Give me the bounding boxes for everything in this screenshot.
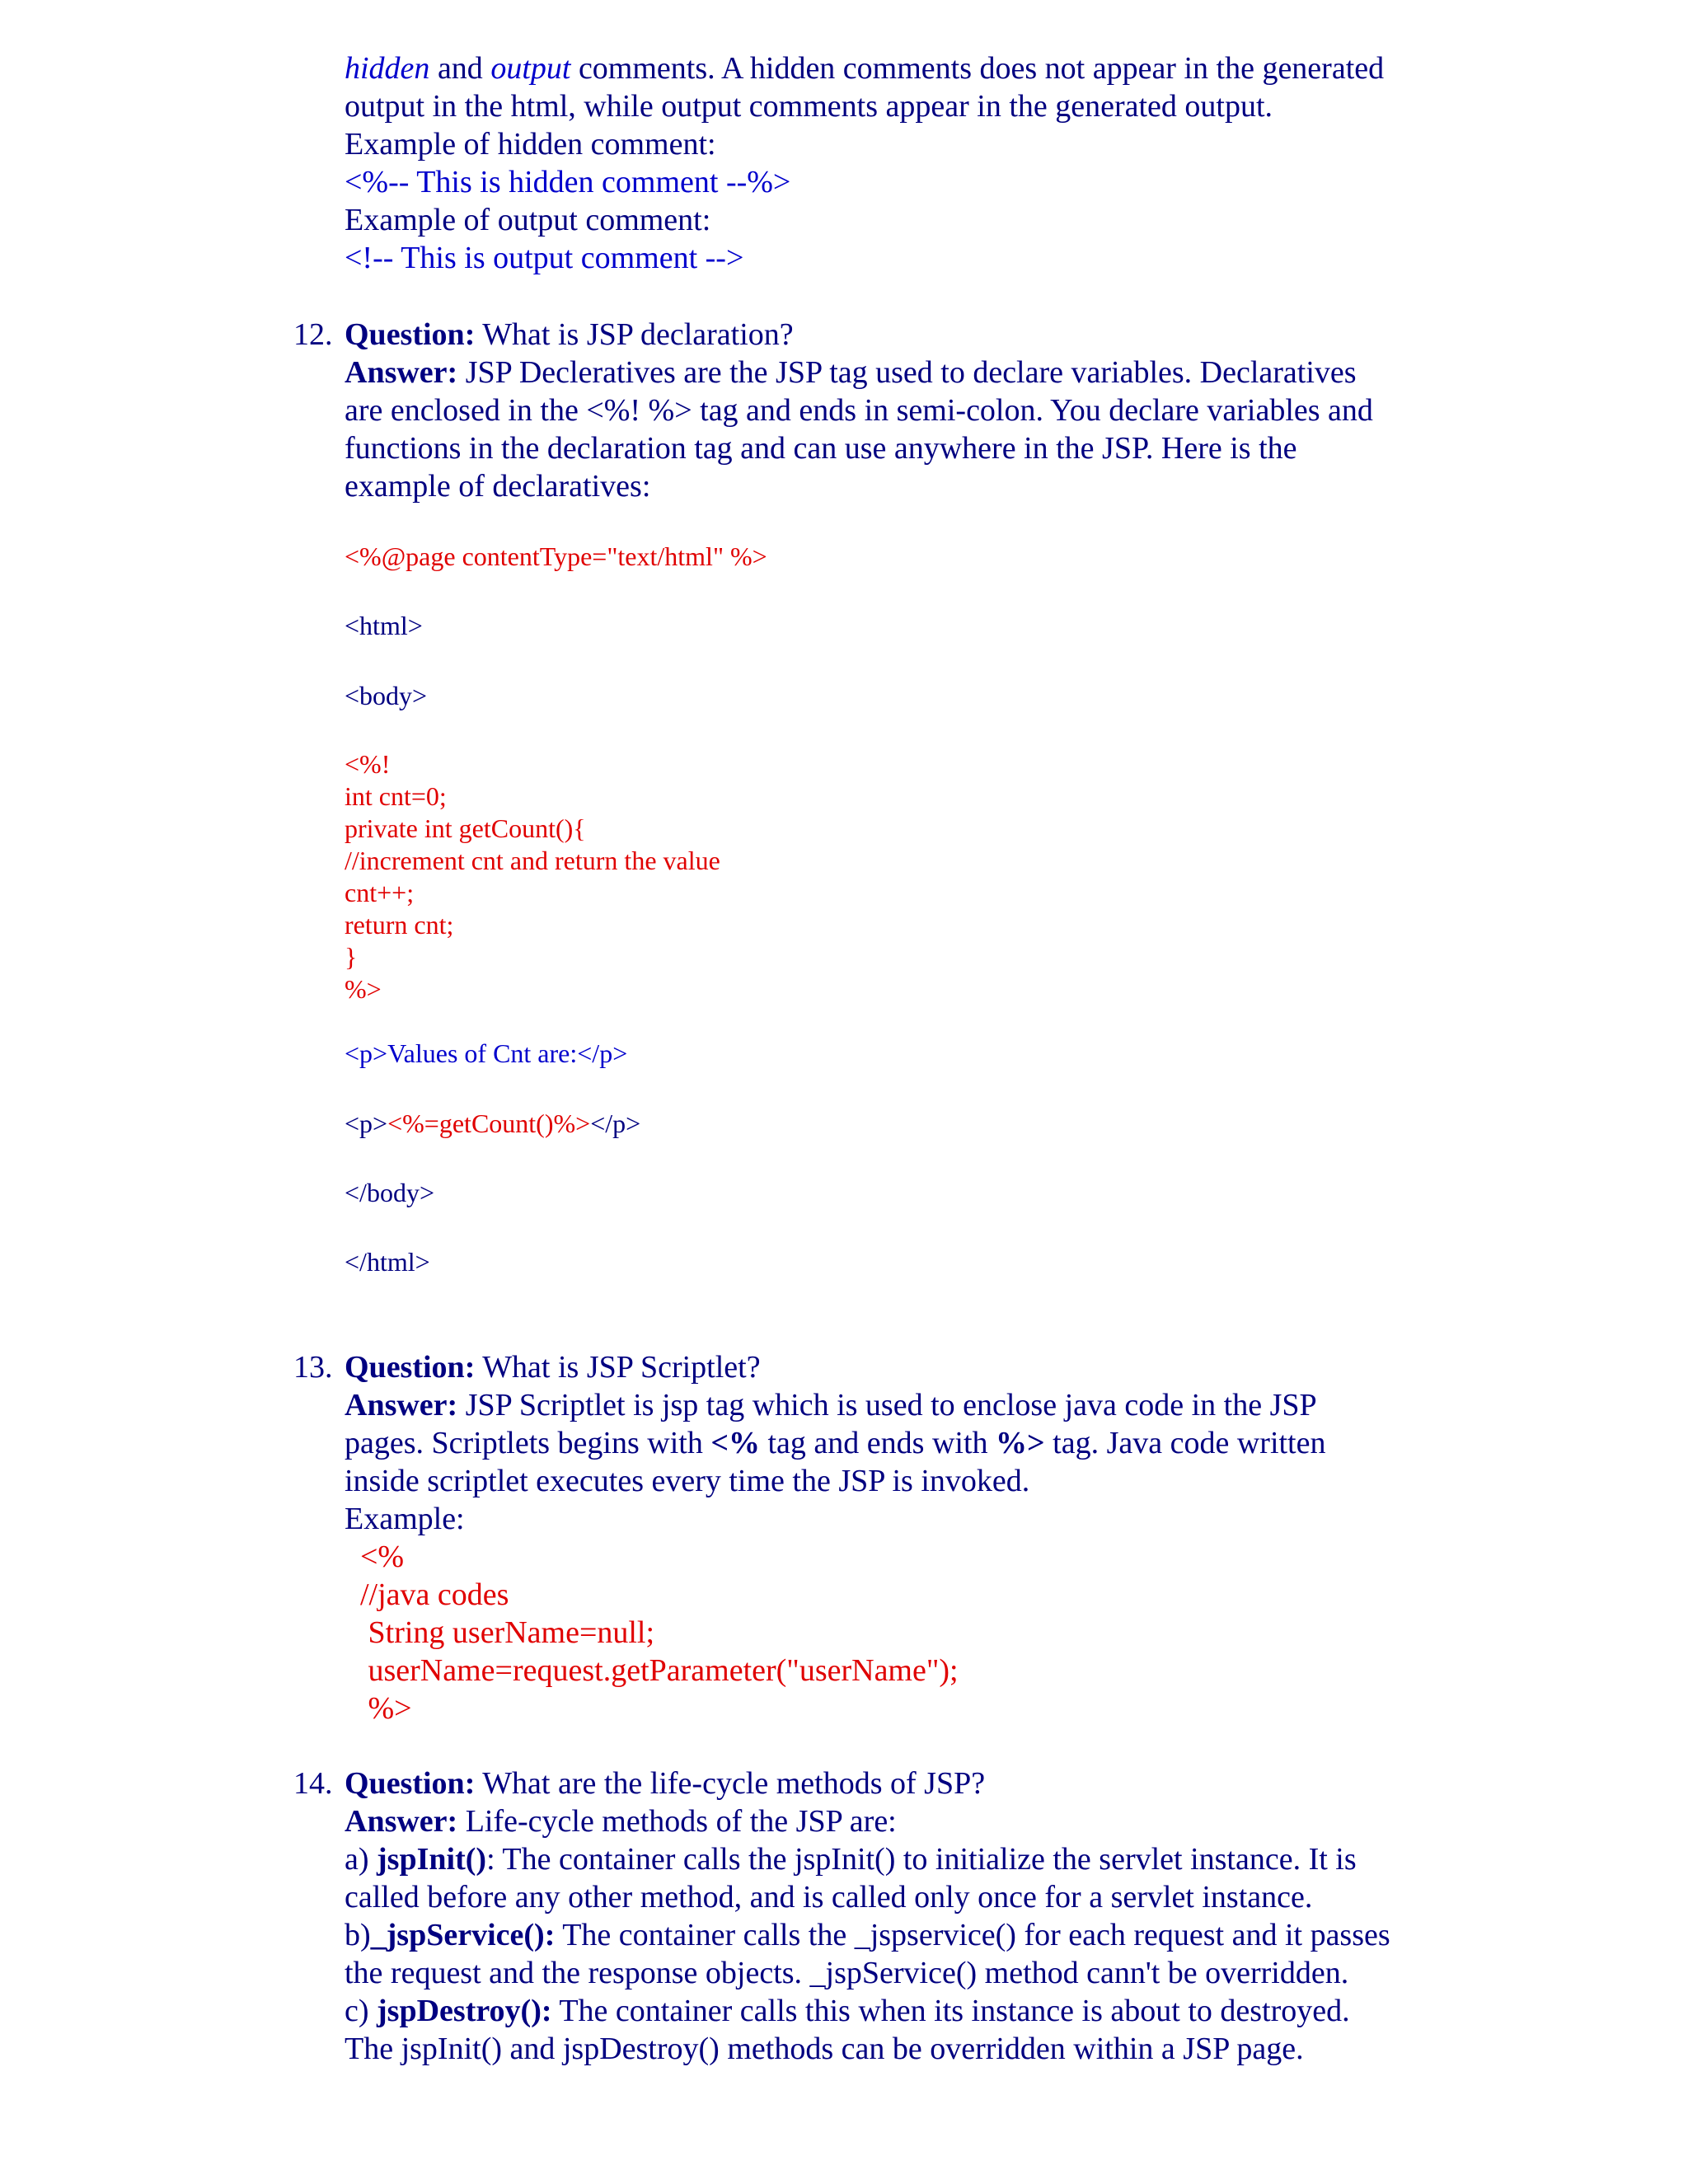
question-12 (293, 316, 1432, 505)
item-a-cont: called before any other method, and is called only once for a servlet instance. (345, 1880, 1313, 1915)
p-values: <p>Values of Cnt are:</p> (345, 1038, 628, 1068)
page-directive: <%@page contentType="text/html" %> (345, 541, 767, 571)
closing-line: The jspInit() and jspDestroy() methods can be overridden within a JSP page. (345, 2032, 1304, 2066)
item-prefix: b) (345, 1918, 371, 1952)
html-open: <html> (345, 611, 423, 640)
answer-label: Answer: (345, 1388, 458, 1422)
declaration-block (345, 748, 720, 1005)
code-line: %> (345, 1691, 412, 1726)
decl-line: private int getCount(){ (345, 813, 586, 843)
body-open: <body> (345, 681, 428, 710)
item-text: : The container calls the jspInit() to initialize the servlet instance. It is (486, 1842, 1357, 1877)
decl-line: int cnt=0; (345, 781, 447, 811)
item-text: The container calls this when its instance is about to destroyed. (559, 1994, 1350, 2028)
open-tag: <% (710, 1426, 760, 1460)
question-line (345, 1348, 1432, 1386)
method-name: jspInit() (377, 1842, 487, 1877)
item-b (345, 1916, 1432, 1954)
scriptlet-code (345, 1538, 1432, 1727)
answer-line-1 (345, 354, 1432, 391)
decl-line: cnt++; (345, 878, 415, 907)
intro-line-2: output in the html, while output comments appear in the generated output. (345, 89, 1273, 124)
output-word: output (490, 51, 571, 86)
intro-line-1 (345, 49, 1432, 87)
hidden-example: <%-- This is hidden comment --%> (345, 165, 791, 199)
decl-line: %> (345, 974, 382, 1004)
question-text: What is JSP declaration? (482, 317, 794, 352)
question-line (345, 1765, 1432, 1802)
answer-label: Answer: (345, 1804, 458, 1839)
method-name: jspDestroy(): (377, 1994, 552, 2028)
decl-line: return cnt; (345, 910, 454, 940)
code-line: String userName=null; (345, 1615, 655, 1650)
decl-line: <%! (345, 749, 391, 779)
item-b-cont: the request and the response objects. _jspService() method cann't be overridden. (345, 1956, 1349, 1990)
hidden-example-label: Example of hidden comment: (345, 127, 716, 162)
answer-text: JSP Scriptlet is jsp tag which is used to enclose java code in the JSP (465, 1388, 1317, 1422)
intro-section (345, 49, 1432, 277)
code-line: //java codes (345, 1577, 509, 1612)
answer-line-4: example of declaratives: (345, 469, 651, 504)
answer-line-2 (345, 1424, 1432, 1462)
output-example-label: Example of output comment: (345, 203, 711, 237)
code-line: <% (345, 1540, 405, 1574)
get-count-expr: <%=getCount()%> (387, 1108, 591, 1138)
hidden-word: hidden (345, 51, 430, 86)
answer-line-1 (345, 1802, 1432, 1840)
answer-text: Life-cycle methods of the JSP are: (465, 1804, 897, 1839)
p-open: <p> (345, 1108, 388, 1138)
answer-text: JSP Decleratives are the JSP tag used to declare variables. Declaratives (465, 355, 1357, 390)
question-13 (293, 1348, 1432, 1727)
output-example: <!-- This is output comment --> (345, 241, 744, 275)
decl-line: //increment cnt and return the value (345, 846, 720, 875)
item-prefix: a) (345, 1842, 369, 1877)
item-a (345, 1840, 1432, 1878)
intro-line-1-rest: comments. A hidden comments does not appear in the generated (578, 51, 1385, 86)
example-label: Example: (345, 1502, 465, 1536)
answer-text: pages. Scriptlets begins with (345, 1426, 703, 1460)
question-number: 12. (293, 317, 333, 352)
answer-text: tag and ends with (767, 1426, 988, 1460)
method-name: _jspService(): (370, 1918, 556, 1952)
question-14 (293, 1765, 1432, 2068)
question-label: Question: (345, 1766, 476, 1801)
close-tag: %> (996, 1426, 1045, 1460)
p-close: </p> (590, 1108, 641, 1138)
question-number: 14. (293, 1766, 333, 1801)
item-text: The container calls the _jspservice() for each request and it passes (562, 1918, 1390, 1952)
answer-line-2: are enclosed in the <%! %> tag and ends in semi-colon. You declare variables and (345, 393, 1373, 428)
question-line (345, 316, 1432, 354)
answer-line-1 (345, 1386, 1432, 1424)
decl-line: } (345, 942, 358, 972)
question-number: 13. (293, 1350, 333, 1385)
question-label: Question: (345, 317, 476, 352)
body-close: </body> (345, 1178, 434, 1207)
item-c (345, 1992, 1432, 2030)
question-text: What are the life-cycle methods of JSP? (482, 1766, 986, 1801)
code-line: userName=request.getParameter("userName"); (345, 1653, 959, 1688)
answer-label: Answer: (345, 355, 458, 390)
answer-line-3: inside scriptlet executes every time the JSP is invoked. (345, 1464, 1030, 1498)
question-label: Question: (345, 1350, 476, 1385)
answer-line-3: functions in the declaration tag and can use anywhere in the JSP. Here is the (345, 431, 1297, 466)
html-close: </html> (345, 1247, 430, 1277)
item-prefix: c) (345, 1994, 369, 2028)
and-word: and (437, 51, 483, 86)
p-getcount (345, 1108, 640, 1140)
answer-text: tag. Java code written (1053, 1426, 1326, 1460)
question-text: What is JSP Scriptlet? (482, 1350, 761, 1385)
